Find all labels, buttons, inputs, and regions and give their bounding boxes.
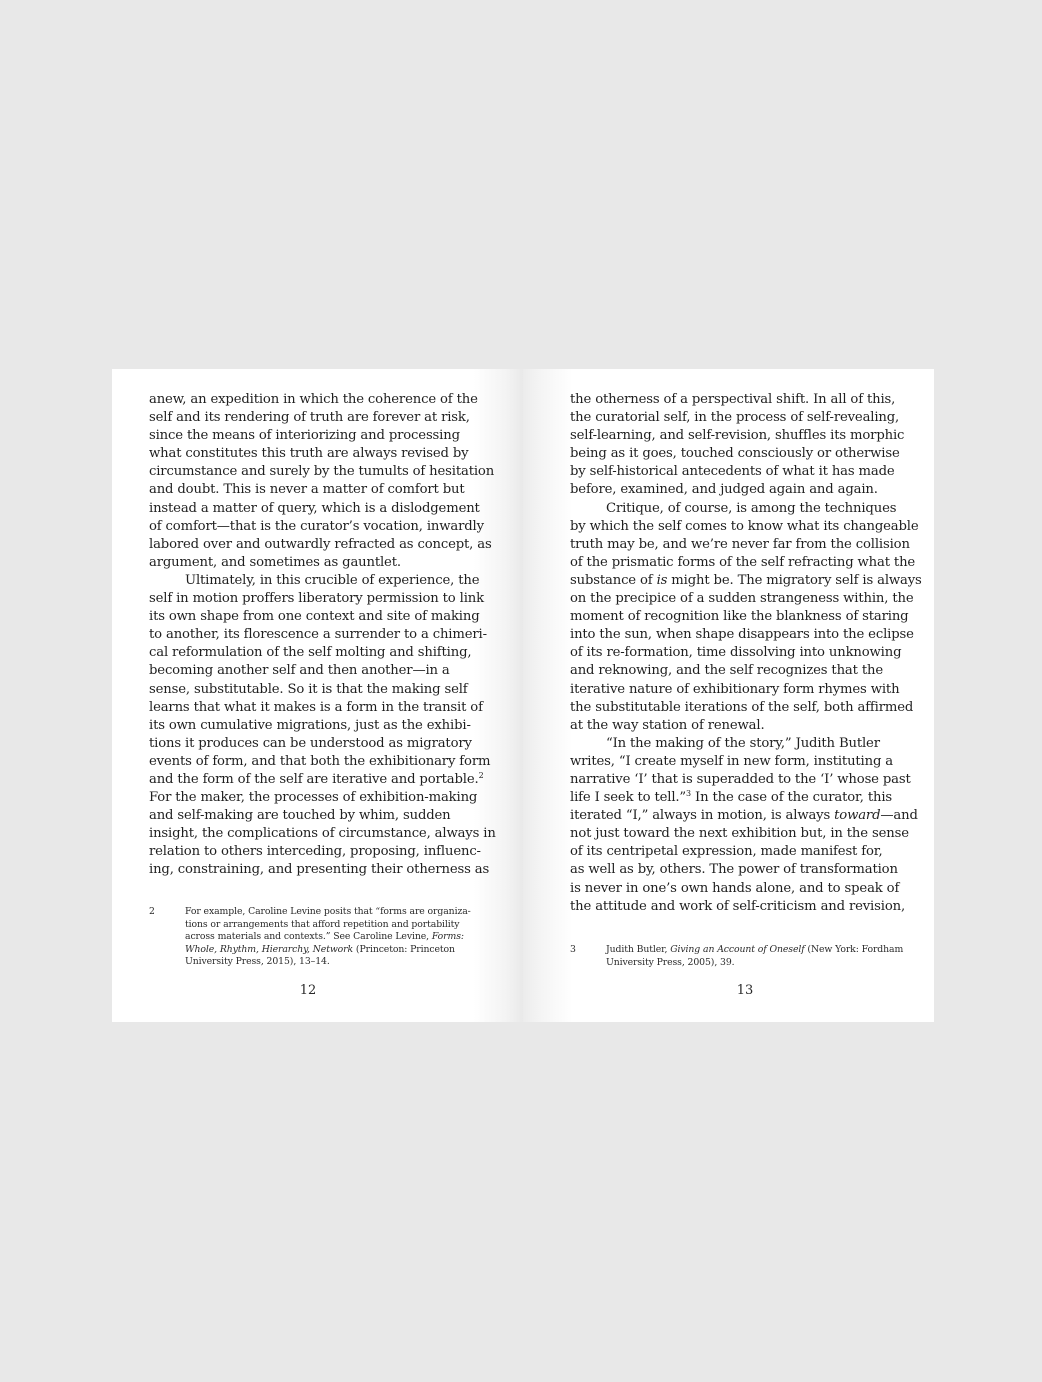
page-number: 13 xyxy=(736,983,754,998)
text-line: writes, “I create myself in new form, instituting a xyxy=(570,753,894,769)
book-title-italic: Giving an Account of Oneself xyxy=(670,944,805,955)
left-page xyxy=(112,369,523,1022)
text-line: what constitutes this truth are always revised by xyxy=(149,446,469,462)
footnote-line xyxy=(606,944,903,957)
text-line: at the way station of renewal. xyxy=(570,717,765,733)
text-line: self and its rendering of truth are forever at risk, xyxy=(149,410,470,426)
text-line: For the maker, the processes of exhibition-making xyxy=(149,790,478,806)
text-line: moment of recognition like the blankness of staring xyxy=(570,609,909,625)
paragraph-start-line: Ultimately, in this crucible of experience, the xyxy=(185,572,480,588)
text-line: truth may be, and we’re never far from the collision xyxy=(570,536,910,552)
book-spread xyxy=(112,369,934,1022)
text-line: by which the self comes to know what its changeable xyxy=(570,518,919,534)
text-line: ing, constraining, and presenting their otherness as xyxy=(149,862,490,878)
footnote-reference[interactable]: 3 xyxy=(686,789,691,799)
text-fragment: —and xyxy=(880,808,918,824)
text-line: being as it goes, touched consciously or otherwise xyxy=(570,446,900,462)
text-line: since the means of interiorizing and processing xyxy=(149,428,460,444)
text-line: and reknowing, and the self recognizes that the xyxy=(570,663,883,679)
footnote-line xyxy=(185,931,471,944)
text-line: relation to others interceding, proposing, influenc- xyxy=(149,844,481,860)
text-line: iterative nature of exhibitionary form rhymes with xyxy=(570,681,900,697)
text-fragment: Judith Butler, xyxy=(606,944,671,955)
paragraph-start-line: “In the making of the story,” Judith Butler xyxy=(606,735,880,751)
text-line: of the prismatic forms of the self refracting what the xyxy=(570,554,916,570)
text-line: tions it produces can be understood as migratory xyxy=(149,735,472,751)
book-title-italic: Whole, Rhythm, Hierarchy, Network xyxy=(185,943,354,955)
text-line: by self-historical antecedents of what it has made xyxy=(570,464,895,480)
text-line: cal reformulation of the self molting and shifting, xyxy=(149,645,472,661)
footnote-number: 3 xyxy=(570,944,576,955)
right-page xyxy=(523,369,934,1022)
text-line: of its centripetal expression, made manifest for, xyxy=(570,844,883,860)
footnote-reference[interactable]: 2 xyxy=(478,770,484,780)
text-fragment: iterated “I,” always in motion, is always xyxy=(570,808,835,824)
text-line: of comfort—that is the curator’s vocation, inwardly xyxy=(149,518,484,534)
italic-word: is xyxy=(656,572,668,588)
text-line: instead a matter of query, which is a dislodgement xyxy=(149,500,480,516)
text-fragment: In the case of the curator, this xyxy=(690,790,893,806)
paragraph-start-line: Critique, of course, is among the techniques xyxy=(606,500,897,516)
text-line: on the precipice of a sudden strangeness within, the xyxy=(570,591,914,607)
text-line: circumstance and surely by the tumults of hesitation xyxy=(149,464,495,480)
text-fragment: life I seek to tell.” xyxy=(570,790,687,806)
text-line: self in motion proffers liberatory permission to link xyxy=(149,591,484,607)
text-line: anew, an expedition in which the coherence of the xyxy=(149,392,478,407)
text-line: learns that what it makes is a form in the transit of xyxy=(149,699,483,715)
text-line: is never in one’s own hands alone, and to speak of xyxy=(570,880,900,896)
text-line: the curatorial self, in the process of self-revealing, xyxy=(570,410,900,426)
text-line xyxy=(570,807,918,825)
footnote-line xyxy=(185,944,471,957)
footnote-line: tions or arrangements that afford repetition and portability xyxy=(185,918,460,930)
text-line xyxy=(570,789,900,807)
footnote-body xyxy=(606,944,903,969)
text-line: sense, substitutable. So it is that the making self xyxy=(149,681,468,697)
text-line: self-learning, and self-revision, shuffles its morphic xyxy=(570,428,905,444)
text-fragment: and the form of the self are iterative and portable. xyxy=(149,771,479,787)
left-page-body xyxy=(149,391,496,880)
right-page-body xyxy=(570,391,922,916)
text-line: and doubt. This is never a matter of comfort but xyxy=(149,482,465,498)
text-line: the substitutable iterations of the self, both affirmed xyxy=(570,699,914,715)
text-line xyxy=(570,572,922,590)
text-fragment: (Princeton: Princeton xyxy=(353,943,455,955)
text-line: of its re-formation, time dissolving into unknowing xyxy=(570,645,902,661)
page-number: 12 xyxy=(299,983,317,998)
text-line: labored over and outwardly refracted as concept, as xyxy=(149,536,492,552)
text-line: becoming another self and then another—in a xyxy=(149,663,450,679)
text-line: narrative ‘I’ that is superadded to the ‘I’ whose past xyxy=(570,771,911,787)
text-fragment: across materials and contexts.” See Caroline Levine, xyxy=(185,931,432,942)
footnote-body xyxy=(185,906,471,969)
text-line: argument, and sometimes as gauntlet. xyxy=(149,554,401,570)
book-title-italic: Forms: xyxy=(431,931,464,942)
footnote-line: University Press, 2015), 13–14. xyxy=(185,956,330,967)
text-line: its own shape from one context and site of making xyxy=(149,609,480,625)
text-line: and self-making are touched by whim, sudden xyxy=(149,808,451,824)
text-line: not just toward the next exhibition but, in the sense xyxy=(570,826,909,842)
text-line: to another, its florescence a surrender to a chimeri- xyxy=(149,627,487,643)
text-line: into the sun, when shape disappears into the eclipse xyxy=(570,627,914,643)
text-line: before, examined, and judged again and again. xyxy=(570,482,878,498)
text-fragment: might be. The migratory self is always xyxy=(667,572,922,588)
text-line xyxy=(149,770,484,789)
text-fragment: (New York: Fordham xyxy=(804,944,904,955)
footnote-line: For example, Caroline Levine posits that “forms are organiza- xyxy=(185,906,471,917)
text-line: the attitude and work of self-criticism and revision, xyxy=(570,898,905,914)
text-line: events of form, and that both the exhibitionary form xyxy=(149,753,491,769)
text-line: insight, the complications of circumstance, always in xyxy=(149,826,496,842)
text-line: as well as by, others. The power of transformation xyxy=(570,862,898,878)
text-fragment: substance of xyxy=(570,572,657,588)
text-line: its own cumulative migrations, just as the exhibi- xyxy=(149,717,471,733)
text-line: the otherness of a perspectival shift. In all of this, xyxy=(570,392,896,407)
footnote-number: 2 xyxy=(149,906,155,917)
footnote-line: University Press, 2005), 39. xyxy=(606,956,735,968)
italic-word: toward xyxy=(834,808,881,824)
